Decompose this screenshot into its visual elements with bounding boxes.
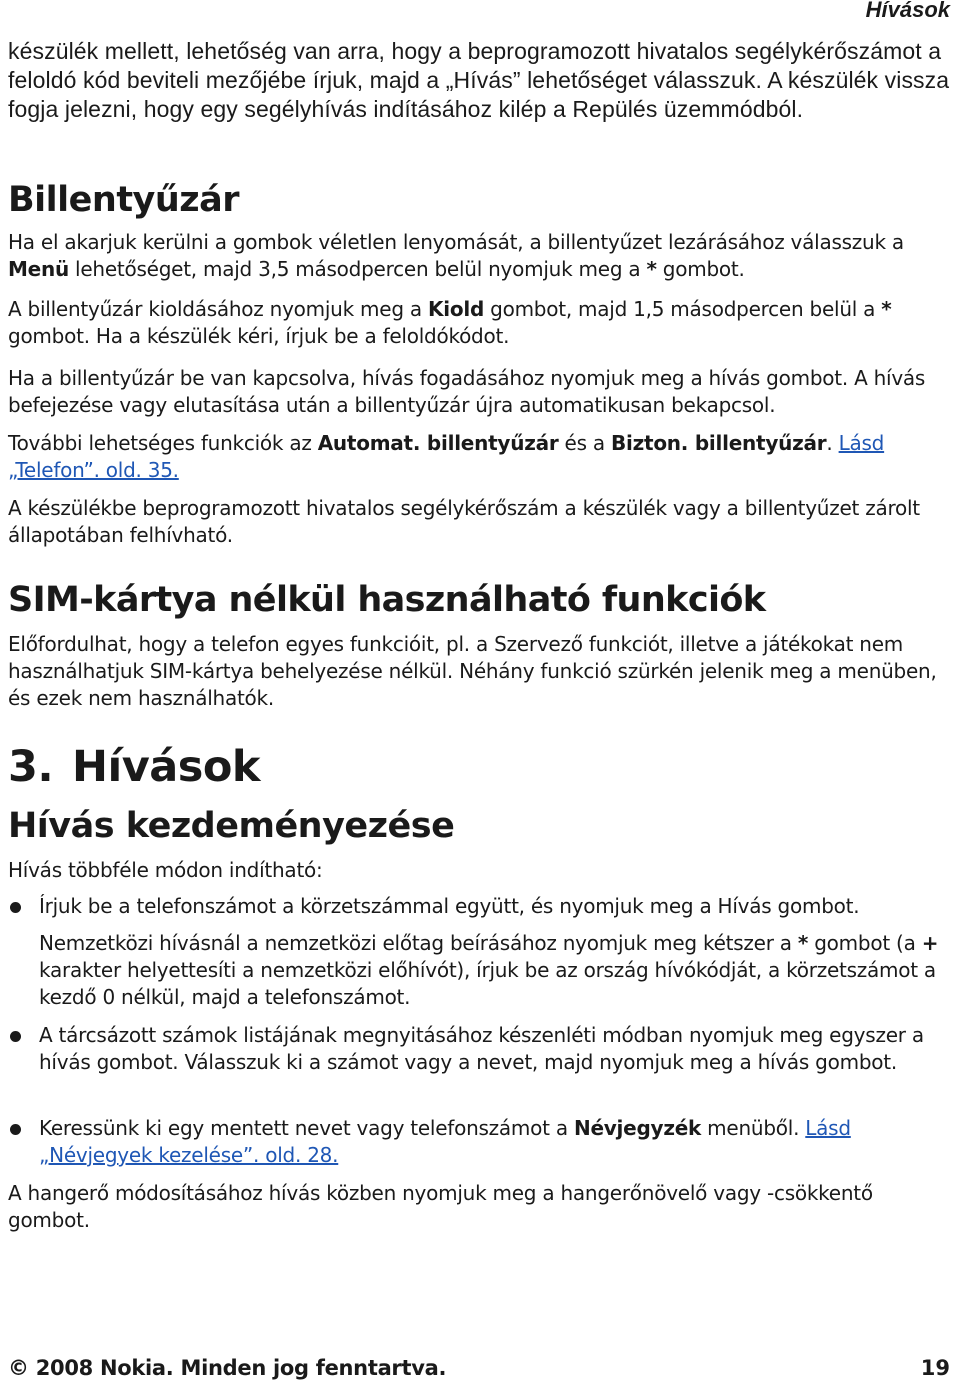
bullet-text: Írjuk be a telefonszámot a körzetszámmal együtt, és nyomjuk meg a Hívás gombot.: [39, 894, 860, 918]
chapter-title: Hívások: [72, 742, 261, 792]
sim-paragraph: Előfordulhat, hogy a telefon egyes funkcióit, pl. a Szervező funkciót, illetve a játékokat nem használhatjuk SIM-kártya behelyezése nélkül. Néhány funkció szürkén jelenik meg a menüben, és ezek nem használhatók.: [8, 632, 937, 710]
see-contacts-link[interactable]: Lásd „Névjegyek kezelése”. old. 28.: [39, 1116, 851, 1167]
bullet-text: A tárcsázott számok listájának megnyitásához készenléti módban nyomjuk meg egyszer a hívás gombot. Válasszuk ki a számot vagy a nevet, majd nyomjuk meg a hívás gombot.: [39, 1023, 924, 1074]
page-number: 19: [920, 1356, 950, 1380]
keylock-paragraph-2: A billentyűzár kioldásához nyomjuk meg a Kiold gombot, majd 1,5 másodpercen belül a * gombot. Ha a készülék kéri, írjuk be a feloldókódot.: [8, 297, 892, 348]
see-telefon-link[interactable]: Lásd „Telefon”. old. 35.: [8, 431, 885, 482]
bullet-icon: [10, 1124, 21, 1135]
chapter-heading: [8, 742, 260, 792]
sim-heading: SIM-kártya nélkül használható funkciók: [8, 580, 766, 620]
running-header: Hívások: [865, 0, 950, 22]
keylock-paragraph-3: Ha a billentyűzár be van kapcsolva, hívás fogadásához nyomjuk meg a hívás gombot. A hívás befejezése vagy elutasítása után a billentyűzár újra automatikusan bekapcsol.: [8, 366, 926, 417]
volume-paragraph: A hangerő módosításához hívás közben nyomjuk meg a hangerőnövelő vagy -csökkentő gombot.: [8, 1181, 873, 1232]
bullet-text: Keressünk ki egy mentett nevet vagy telefonszámot a Névjegyzék menüből. Lásd „Névjegyek kezelése”. old. 28.: [39, 1116, 851, 1167]
intro-paragraph: készülék mellett, lehetőség van arra, hogy a beprogramozott hivatalos segélykérőszámot a feloldó kód beviteli mezőjébe írjuk, majd a „Hívás” lehetőséget válasszuk. A készülék vissza fogja jelezni, hogy egy segélyhívás indításához kilép a Repülés üzemmódból.: [8, 38, 950, 122]
keylock-paragraph-5: A készülékbe beprogramozott hivatalos segélykérőszám a készülék vagy a billentyűzet zárolt állapotában felhívható.: [8, 496, 920, 547]
keylock-heading: Billentyűzár: [8, 180, 240, 220]
bullet-icon: [10, 902, 21, 913]
bullet-subparagraph: Nemzetközi hívásnál a nemzetközi előtag beírásához nyomjuk meg kétszer a * gombot (a + karakter helyettesíti a nemzetközi előhívót), írjuk be az ország hívókódját, a körzetszámot a kezdő 0 nélkül, majd a telefonszámot.: [39, 931, 939, 1009]
bullet-icon: [10, 1031, 21, 1042]
chapter-number: 3.: [8, 742, 54, 792]
make-call-heading: Hívás kezdeményezése: [8, 806, 455, 846]
keylock-paragraph-4: További lehetséges funkciók az Automat. billentyűzár és a Bizton. billentyűzár. Lásd „Telefon”. old. 35.: [8, 431, 885, 482]
make-call-intro: Hívás többféle módon indítható:: [8, 858, 323, 882]
keylock-paragraph-1: Ha el akarjuk kerülni a gombok véletlen lenyomását, a billentyűzet lezárásához válasszuk a Menü lehetőséget, majd 3,5 másodpercen belül nyomjuk meg a * gombot.: [8, 230, 904, 281]
copyright-footer: © 2008 Nokia. Minden jog fenntartva.: [8, 1356, 447, 1380]
